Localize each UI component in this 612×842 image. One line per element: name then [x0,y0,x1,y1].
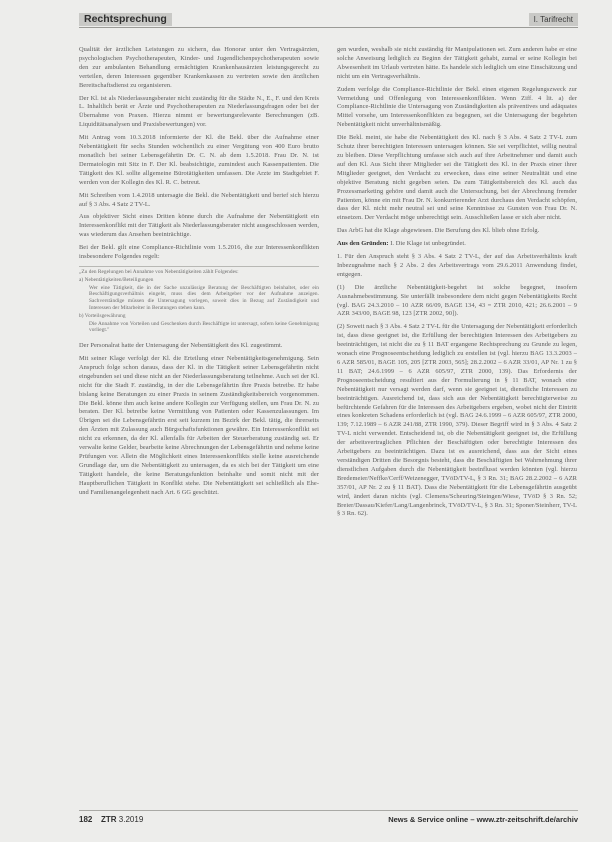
news-label: News & Service online [388,815,469,824]
paragraph: Der Kl. ist als Niederlassungsberater nicht zuständig für die Städte N., E., F. und den Kreis L. Inhaltlich berät er Ärzte und Psychotherapeuten zu Niederlassungsfragen oder bei der Übernahme von Praxen. Hierzu nimmt er bewertungsrelevante Berechnungen (zB. Liquiditätsanalysen und Praxisbewertungen) vor. [79,94,319,129]
paragraph: Das ArbG hat die Klage abgewiesen. Die Berufung des Kl. blieb ohne Erfolg. [337,227,540,235]
paragraph: gen wurden, weshalb sie nicht zuständig für Manipulationen sei. Zum anderen habe er eine solche Anweisung lediglich zu Beginn der Tätigkeit gehabt, zumal er seine Kollegin bei Abwesenheit im Urlaub vertreten hätte. Es handele sich lediglich um eine Einschätzung und nicht um ein Vertragsverhältnis. [337,46,577,80]
paragraph: Qualität der ärztlichen Leistungen zu sichern, das Honorar unter den Vertragsärzten, psychologischen Psychotherapeuten, Kinder- und Jugendlichenpsychotherapeuten sowie den zur ambulanten Behandlung ermächtigten Krankenhausärzten leistungsgerecht zu verteilen, deren Interessen gegenüber Krankenkassen zu vertreten sowie den ärztlichen Bereitschaftsdienst zu organisieren. [79,46,319,89]
category-header: I. Tarifrecht [529,13,578,26]
paragraph: Bei der Bekl. gilt eine Compliance-Richtlinie vom 1.5.2016, die zur Interessenkonflikten insbesondere Folgendes regelt: [79,244,319,261]
header-rule [79,27,578,28]
reasons-paragraph [337,240,577,249]
reasons-lead: Aus den Gründen: [337,240,389,248]
guideline-line: a) Nebentätigkeiten/Beteiligungen [79,276,154,283]
guideline-line: Die Annahme von Vorteilen und Geschenken durch Beschäftigte ist untersagt, sofern keine Genehmigung vorliegt." [89,320,319,334]
news-service-link[interactable]: News & Service online – www.ztr-zeitschrift.de/archiv [388,815,578,824]
reasons-text: I. Die Klage ist unbegründet. [390,240,466,248]
paragraph: Mit Schreiben vom 1.4.2018 untersagte die Bekl. die Nebentätigkeit und berief sich hierzu auf § 3 Abs. 4 Satz 2 TV-L. [79,191,319,208]
guideline-line: b) Vorteilsgewährung [79,312,126,319]
left-column [79,46,319,808]
paragraph: Mit Antrag vom 10.3.2018 informierte der Kl. die Bekl. über die Aufnahme einer Nebentätigkeit für sechs Stunden wöchentlich zu einer Vergütung von 400 Euro brutto monatlich bei seiner Lebensgefährtin Dr. C. N. ab dem 1.5.2018. Frau Dr. N. ist Dermatologin mit Sitz in F. Der Kl. beabsichtigte, zumindest auch Kassenpatienten. Die Tätigkeit des Kl. sollte allgemeine Bürotätigkeiten umfassen. Die Arzte im Stadtgebiet F. werden von der Kollegin des Kl. R. C. betreut. [79,134,319,186]
footer-rule [79,810,578,811]
journal-name: ZTR [101,815,117,824]
right-column [337,46,577,808]
paragraph: Die Bekl. meint, sie habe die Nebentätigkeit des Kl. nach § 3 Abs. 4 Satz 2 TV-L zum Schutz ihrer berechtigten Interessen untersagen können. Sie sei verpflichtet, willig neutral zu bleiben. Diese Verpflichtung umfasse sich auch auf ihre Arbeitnehmer und damit auch auf den Kl. Aus Sicht ihrer Mitglieder sei die Tätigkeit des Kl. in der Praxis einer ihrer Mitglieder geeignet, den Verdacht zu erwecken, dass eine seiner Neutralität und eine objektive Beratung nicht gegeben seien. Da zum Tätigkeitsbereich des Kl. auch das Prozessmarketing gehöre und damit auch die Untersuchung, bei der Abrechnung fremder Patienten, könne ein mit Frau Dr. N. konkurrierender Arzt durchaus den Verdacht schöpfen, dass der Kl. nicht mehr neutral sei und seine Kenntnisse zu Gunsten von Frau Dr. N. einsetzen. Der Verdacht möge unberechtigt sein. Ausschließen lasse er sich aber nicht. [337,134,577,222]
section-header: Rechtsprechung [79,13,172,26]
journal-issue: 3.2019 [118,815,144,824]
page-number: 182 [79,815,93,824]
paragraph: (1) Die ärztliche Nebentätigkeit-begehrt ist solche begegnet, insofern Ausnahmebestimmung. Sie unterfällt insbesondere dem nicht gegen Nebentätigkeits Recht (vgl. BAG 24.3.2010 – 10 AZR 66/09, BAGE 134, 43 = ZTR 2010, 421; 26.6.2001 – 9 AZR 343/00, BAGE 98, 123 [ZTR 2002, 90]). [337,283,577,318]
quoted-guideline [79,266,319,337]
news-url: www.ztr-zeitschrift.de/archiv [476,815,578,824]
paragraph: Aus objektiver Sicht eines Dritten könne durch die Aufnahme der Nebentätigkeit ein Interessenkonflikt mit der Tätigkeit als Niederlassungsberater nicht ausgeschlossen werden, was wiederum das Ansehen beeinträchtige. [79,213,319,239]
guideline-line: Wer eine Tätigkeit, die in der Sache unzulässige Beratung der Beschäftigten beinhaltet, oder ein Beschäftigungsverhältnis eingeht, muss dies dem Arbeitgeber vor der Aufnahme anzeigen. Sachverständige müssen die Untersagung vorlegen, soweit dies in Bezug auf Zuständigkeit und Interessen der Mitarbeiter in Beratungen stehen kann. [89,284,319,311]
paragraph: (2) Soweit nach § 3 Abs. 4 Satz 2 TV-L für die Untersagung der Nebentätigkeit erforderlich ist, dass diese geeignet ist, die Erfüllung der berechtigten Interessen des Arbeitgebers zu beeinträchtigen, ist nicht die zu § 11 BAT ergangene Rechtsprechung zu Grunde zu legen, wonach eine Prognoseentscheidung lediglich zu erstellen ist (vgl. hierzu BAG 13.3.2003 – 6 AZR 585/01, BAGE 105, 205 [ZTR 2003, 565]; 28.2.2002 – 6 AZR 33/01, AP Nr. 1 zu § 11 BAT; 24.6.1999 – 6 AZR 605/97, ZTR 2000, 139). Das Erfordernis der Prognoseentscheidung resultiert aus der Formulierung in § 11 BAT, wonach eine Nebentätigkeit nur versagt werden darf, wenn sie geeignet ist, dienstliche Interessen zu beeinträchtigen. Ausreichend ist, dass sich aus der Nebentätigkeit berechtigterweise zu befürchtende Gefahren für die Interessen des Arbeitgebers ergeben, wobei nicht der Eintritt eines konkreten Schadens erforderlich ist (vgl. BAG 24.6.1999 – 6 AZR 605/97, ZTR 2000, 139; 7.12.1989 – 6 AZR 241/88, ZTR 1990, 379). Dieser Begriff wird in § 3 Abs. 4 Satz 2 TV-L nicht verwendet. Entscheidend ist, ob die Nebentätigkeit geeignet ist, die Erfüllung der arbeitsvertraglichen Pflichten der Beschäftigten oder berechtigte Interessen des Arbeitgebers zu beeinträchtigen. Dazu ist es ausreichend, dass aus der Sicht eines verständigen Dritten die Besorgnis besteht, dass die Beschäftigten bei Wahrnehmung ihrer dienstlichen Aufgaben durch die Nebentätigkeit beeinflusst werden könnten (vgl. hierzu Bredemeier/Neffke/Cerff/Weizenegger, TVöD/TV-L, § 3 Rn. 31; BAG 28.2.2002 – 6 AZR 357/01, AP Nr. 2 zu § 11 BAT). Dass die Nebentätigkeit für die Lebensgefährtin ausgeübt wird, ändert daran nichts (vgl. Clemens/Scheuring/Steingen/Wiese, TVöD § 3 Rn. 52; Breier/Dassau/Kiefer/Lang/Langenbrinck, TVöD/TV-L, § 3 Rn. 31; Sponer/Steinherr, TV-L § 3 Rn. 62). [337,323,577,518]
paragraph: Mit seiner Klage verfolgt der Kl. die Erteilung einer Nebentätigkeitsgenehmigung. Sein Anspruch folge schon daraus, dass der Kl. in die Tätigkeit seiner Lebensgefährtin nicht eingebunden sei und diese nicht an der Niederlassungsberatung teilnehme. Auch sei der Kl. nicht für die Stadt F. zuständig, in der die Lebensgefährtin ihre Praxis betreibe. Er habe bislang keine Beratungen zu einer Praxis in seinem Zuständigkeitsbereich vorgenommen. Die Bekl. könne ihm auch keine andere Kollegin zur Verfügung stellen, um Frau Dr. N. zu beraten. Der Kl. betreibe keine Vermittlung von Patienten oder Kassenzulassungen. Im Übrigen sei die Lebensgefährtin erst seit kurzem im Bezirk der Bekl. tätig, die ihrerseits den Ärzten mit Zulassung auch Bürgschaftsfunktionen gewähre. Ein Interessenkonflikt sei nicht zu erkennen, da der Kl. allenfalls für Arbeiten der Steuerberatung zuständig sei. Er verwalte keine Gelder, bearbeite keine Abrechnungen der Lebensgefährtin und nehme keine Prüfungen vor. Allein die Möglichkeit eines Interessenkonflikts stelle keine ausreichende Grundlage dar, um die Nebentätigkeit zu untersagen, da es sich bei der Tätigkeit um eine Tätigkeit handele, die keine Beratungsfunktion beinhalte und somit nicht mit der Hauptberuflichen Tätigkeit in Konflikt stehe. Die Nebentätigkeit sei schließlich als Ehe- und Familienangelegenheit nach Art. 6 GG geschützt. [79,355,319,496]
paragraph: 1. Für den Anspruch steht § 3 Abs. 4 Satz 2 TV-L, der auf das Arbeitsverhältnis kraft Inbezugnahme nach § 2 Abs. 2 des Arbeitsvertrags vom 29.6.2011 Anwendung findet, entgegen. [337,253,577,278]
guideline-line: „Zu den Regelungen bei Annahme von Nebentätigkeiten zählt Folgendes: [79,268,239,275]
journal-reference [101,815,143,824]
paragraph: Zudem verfolge die Compliance-Richtlinie der Bekl. einen eigenen Regelungszweck zur Vermeidung und Offenlegung von Interessenkonflikten. Wenn Ziff. 4 lit. a) der Compliance-Richtlinie die Untersagung von Zuständigkeiten als präventives und adäquates Mittel vorsehe, um Interessenkonflikten zu begegnen, sei die Untersagung der begehrten Nebentätigkeit nicht unverhältnismäßig. [337,85,577,129]
paragraph: Der Personalrat hatte der Untersagung der Nebentätigkeit des Kl. zugestimmt. [79,342,283,350]
